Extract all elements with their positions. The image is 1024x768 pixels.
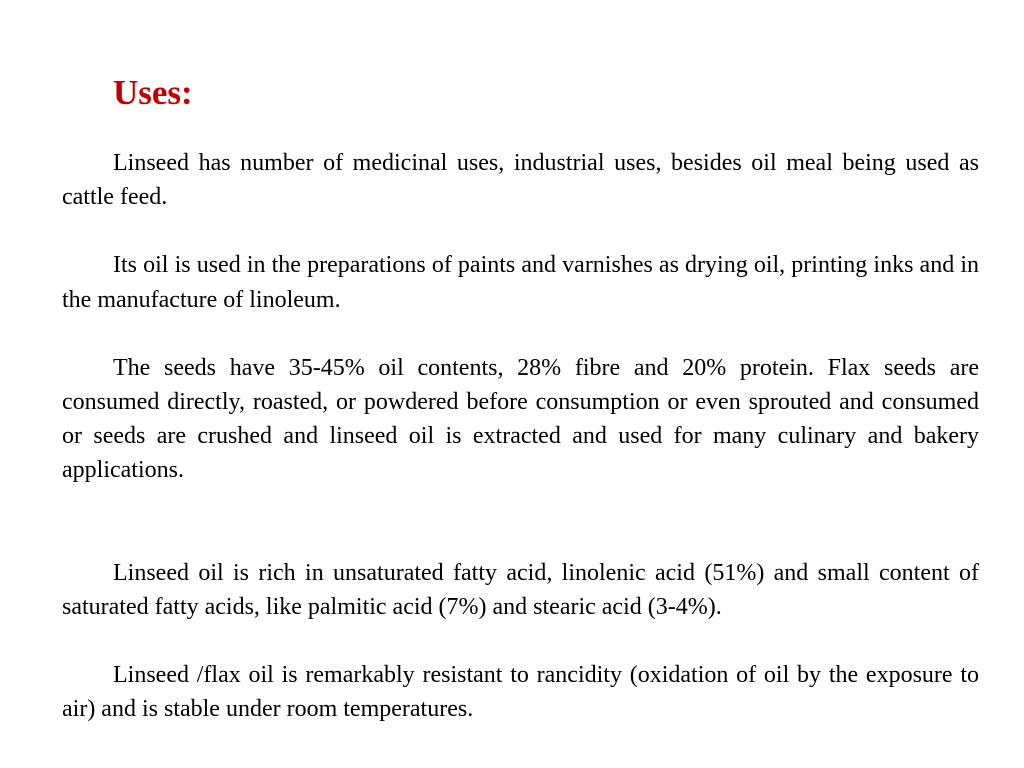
- paragraph-seed-composition: The seeds have 35-45% oil contents, 28% fibre and 20% protein. Flax seeds are consumed directly, roasted, or powdered before consumption or even sprouted and consumed or seeds are crushed and linseed oil is extracted and used for many culinary and bakery applications.: [62, 354, 979, 484]
- paragraph-oil-industrial-uses: Its oil is used in the preparations of paints and varnishes as drying oil, printing inks and in the manufacture of linoleum.: [62, 252, 979, 313]
- slide-body: [62, 146, 979, 726]
- slide-title: Uses:: [113, 73, 193, 112]
- paragraph-rancidity-resistance: Linseed /flax oil is remarkably resistant to rancidity (oxidation of oil by the exposure to air) and is stable under room temperatures.: [62, 662, 979, 723]
- paragraph-fatty-acids: Linseed oil is rich in unsaturated fatty acid, linolenic acid (51%) and small content of saturated fatty acids, like palmitic acid (7%) and stearic acid (3-4%).: [62, 559, 979, 620]
- paragraph-medicinal-uses: Linseed has number of medicinal uses, industrial uses, besides oil meal being used as cattle feed.: [62, 150, 979, 211]
